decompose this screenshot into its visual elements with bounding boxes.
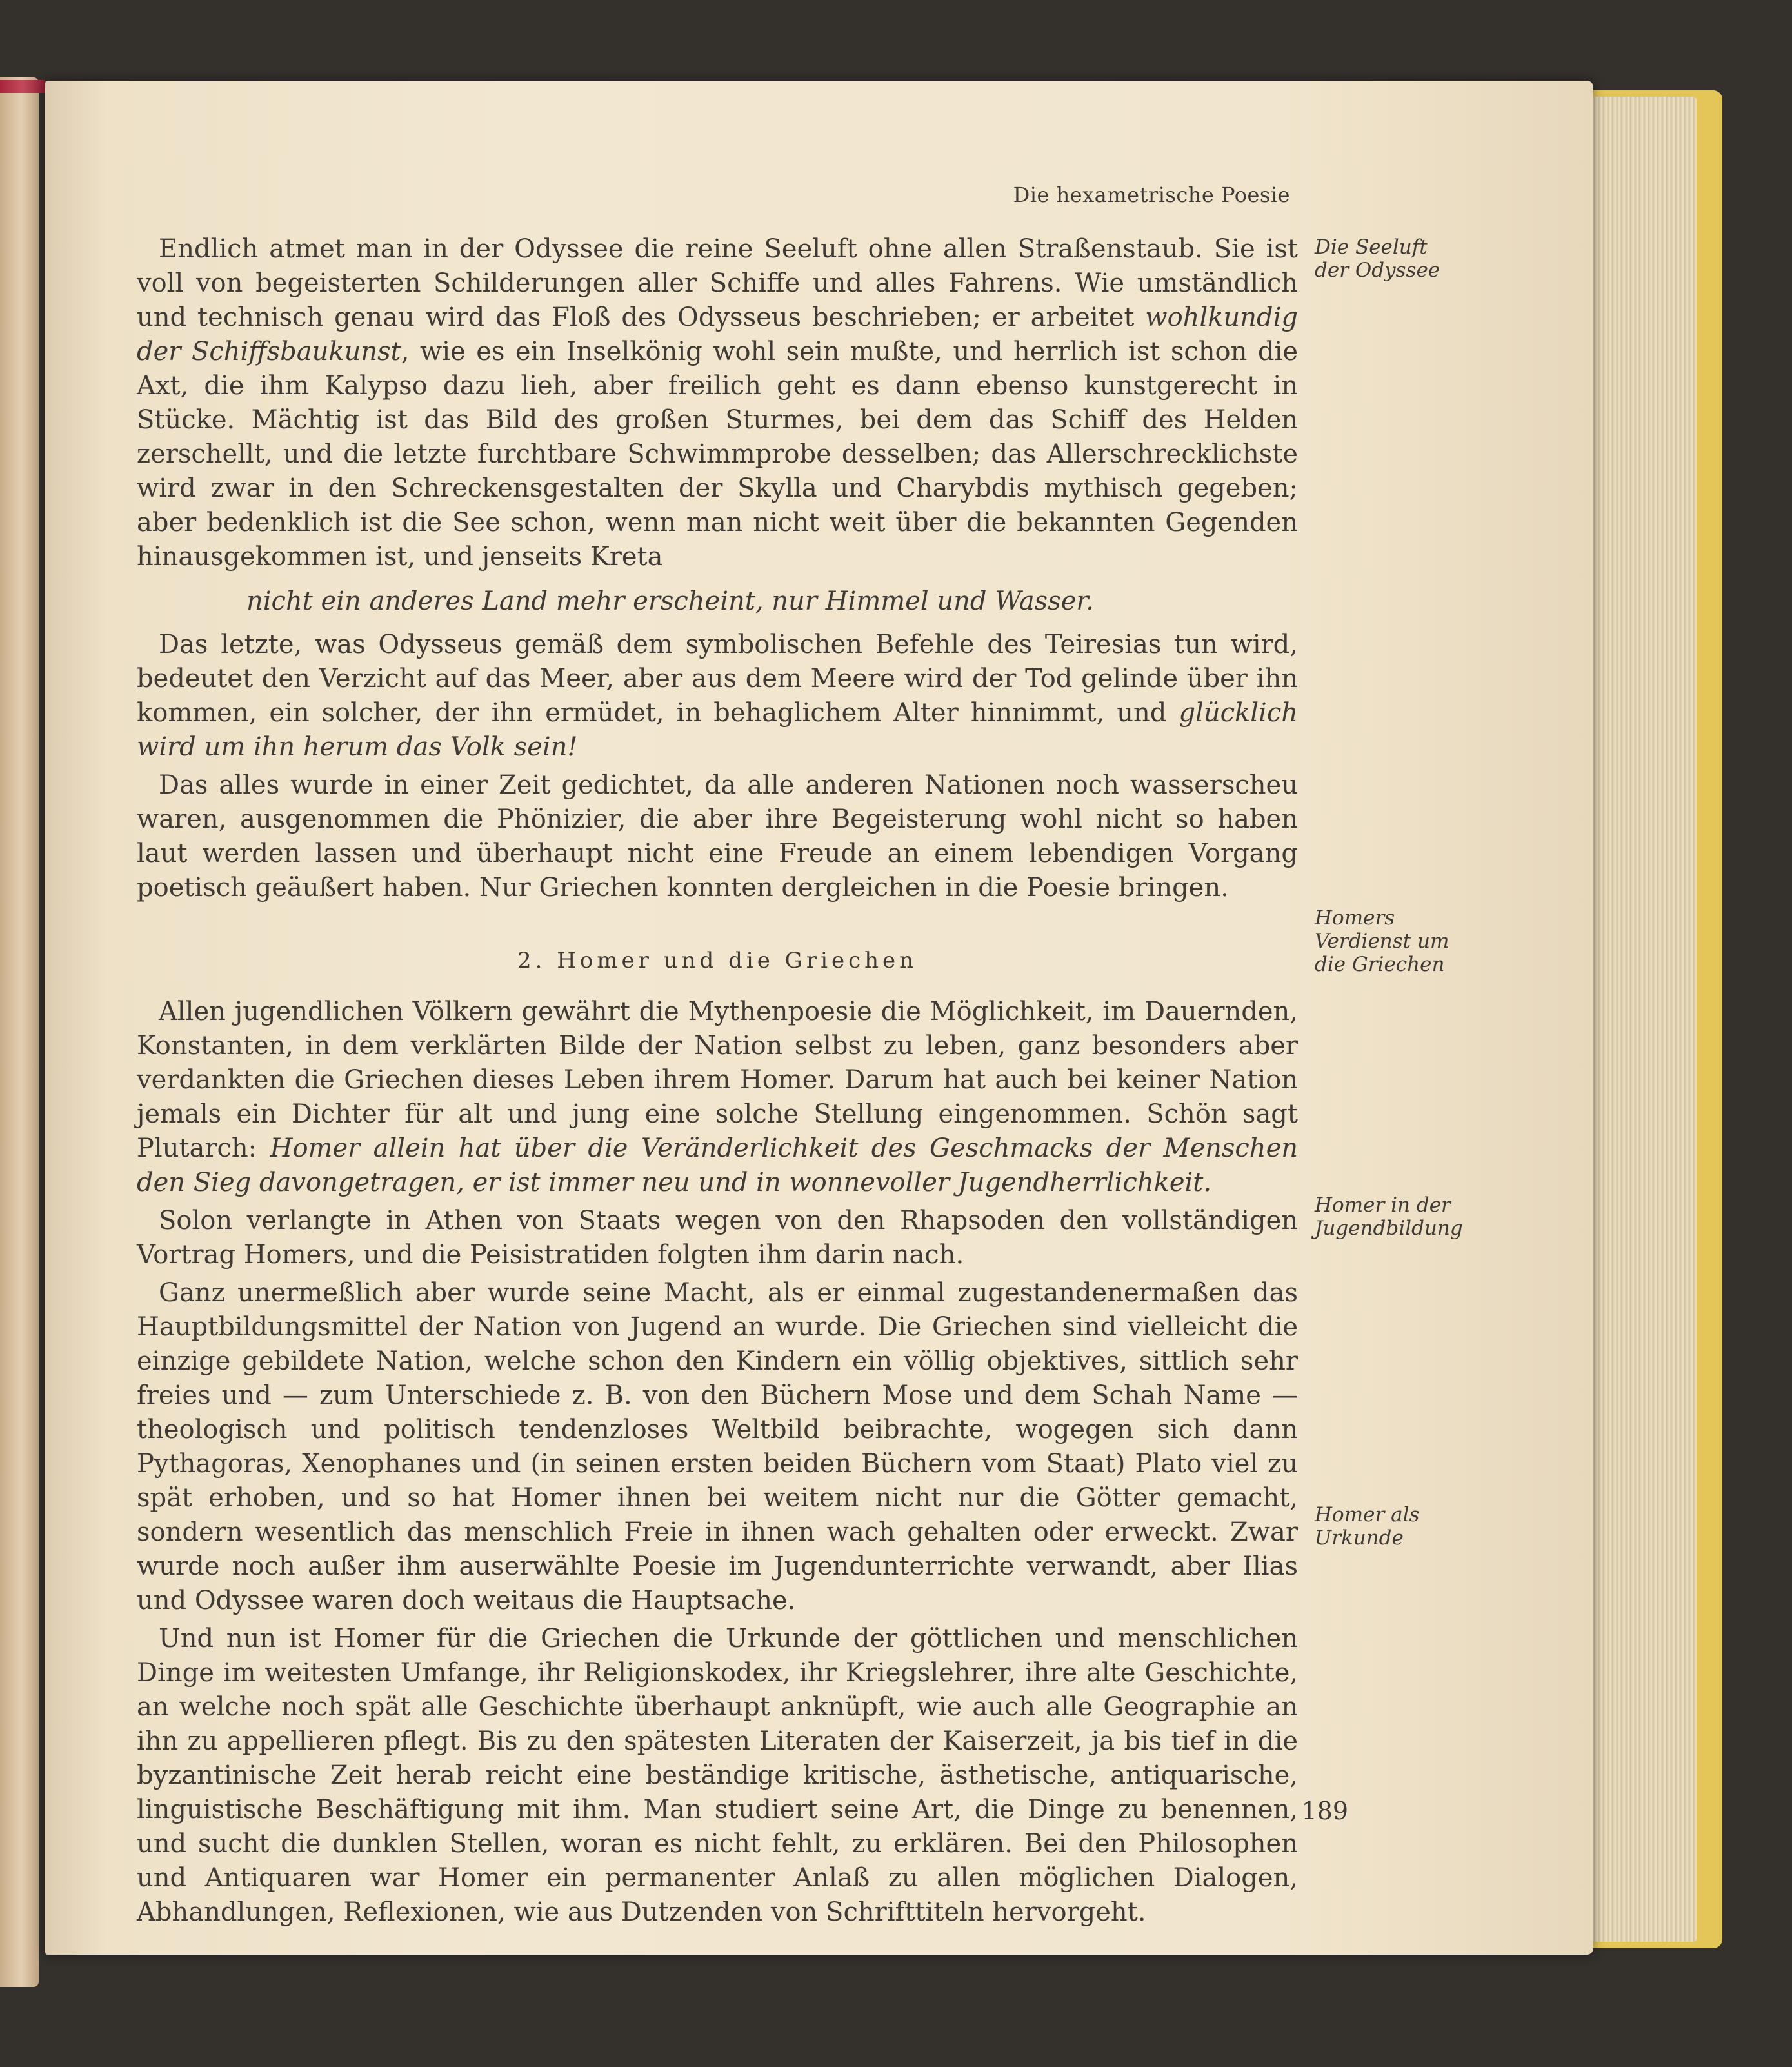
left-page-edge — [0, 77, 39, 1987]
paragraph: Und nun ist Homer für die Griechen die Urkunde der göttlichen und menschlichen Dinge im weitesten Umfange, ihr Religionskodex, ihr Kriegslehrer, ihre alte Geschichte, an welche noch spät alle Geschichte überhaupt anknüpft, wie auch alle Geographie an ihn zu appellieren pflegt. Bis zu den spätesten Literaten der Kaiserzeit, ja bis tief in die byzantinische Zeit herab reicht eine beständige kritische, ästhetische, antiquarische, linguistische Beschäftigung mit ihm. Man studiert seine Art, die Dinge zu benennen, und sucht die dunklen Stellen, woran es nicht fehlt, zu erklären. Bei den Philosophen und Antiquaren war Homer ein permanenter Anlaß zu allen möglichen Dialogen, Abhandlungen, Reflexionen, wie aus Dutzenden von Schrifttiteln hervorgeht. — [137, 1624, 1298, 1927]
text-run: Allen jugendlichen Völkern gewährt die Mythenpoesie die Möglichkeit, im Dauernden, Konstanten, in dem verklärten Bilde der Nation selbst zu leben, ganz besonders aber verdankten die Griechen dieses Leben ihrem Homer. Darum hat auch bei keiner Nation jemals ein Dichter für alt und jung eine solche Stellung eingenommen. Schön sagt Plutarch: — [137, 997, 1298, 1163]
paragraph — [137, 232, 1298, 574]
text-run: Endlich atmet man in der Odyssee die reine Seeluft ohne allen Straßenstaub. Sie ist voll von begeisterten Schilderungen aller Schiffe und alles Fahrens. Wie umständlich und technisch genau wird das Floß des Odysseus beschrieben; er arbeitet — [137, 234, 1298, 332]
italic-text: glücklich wird um ihn herum das Volk sein! — [137, 698, 1298, 762]
margin-note-jugendbildung: Homer in der Jugendbildung — [1315, 1193, 1463, 1240]
page-number: 189 — [1301, 1797, 1348, 1825]
section-heading: 2. Homer und die Griechen — [517, 948, 918, 974]
margin-note-seeluft: Die Seeluft der Odyssee — [1315, 235, 1440, 282]
running-head: Die hexametrische Poesie — [1013, 183, 1290, 207]
paragraph — [137, 628, 1298, 764]
body-text — [137, 232, 1298, 1930]
text-run: Das letzte, was Odysseus gemäß dem symbolischen Befehle des Teiresias tun wird, bedeutet den Verzicht auf das Meer, aber aus dem Meere wird der Tod gelinde über ihn kommen, ein solcher, der ihn ermüdet, in behaglichem Alter hinnimmt, und — [137, 630, 1298, 728]
text-run: , wie es ein Inselkönig wohl sein mußte, und herrlich ist schon die Axt, die ihm Kalypso dazu lieh, aber freilich geht es dann ebenso kunstgerecht in Stücke. Mächtig ist das Bild des großen Sturmes, bei dem das Schiff des Helden zerschellt, und die letzte furchtbare Schwimmprobe desselben; das Allerschrecklichste wird zwar in den Schreckensgestalten der Skylla und Charybdis mythisch gegeben; aber bedenklich ist die See schon, wenn man nicht weit über die bekannten Gegenden hinausgekommen ist, und jenseits Kreta — [137, 337, 1298, 572]
margin-note-urkunde: Homer als Urkunde — [1315, 1503, 1420, 1550]
italic-text: Homer allein hat über die Veränderlichkeit des Geschmacks der Menschen den Sieg davongetragen, er ist immer neu und in wonnevoller Jugendherrlichkeit. — [137, 1133, 1298, 1197]
paragraph: Solon verlangte in Athen von Staats wegen von den Rhapsoden den vollständigen Vortrag Homers, und die Peisistratiden folgten ihm darin nach. — [137, 1206, 1298, 1270]
paragraph: Das alles wurde in einer Zeit gedichtet, da alle anderen Nationen noch wasserscheu waren, ausgenommen die Phönizier, die aber ihre Begeisterung wohl nicht so haben laut werden lassen und überhaupt nicht eine Freude an einem lebendigen Vorgang poetisch geäußert haben. Nur Griechen konnten dergleichen in die Poesie bringen. — [137, 770, 1298, 903]
paragraph: Ganz unermeßlich aber wurde seine Macht, als er einmal zugestandenermaßen das Hauptbildungsmittel der Nation von Jugend an wurde. Die Griechen sind vielleicht die einzige gebildete Nation, welche schon den Kindern ein völlig objektives, sittlich sehr freies und — zum Unterschiede z. B. von den Büchern Mose und dem Schah Name — theologisch und politisch tendenzloses Weltbild beibrachte, wogegen sich dann Pythagoras, Xenophanes und (in seinen ersten beiden Büchern vom Staat) Plato viel zu spät erhoben, und so hat Homer ihnen bei weitem nicht nur die Götter gemacht, sondern wesentlich das menschlich Freie in ihnen wach gehalten oder erweckt. Zwar wurde noch außer ihm auserwählte Poesie im Jugendunterrichte verwandt, aber Ilias und Odyssee waren doch weitaus die Hauptsache. — [137, 1278, 1298, 1615]
bookmark-ribbon — [0, 80, 45, 93]
italic-text: wohlkundig der Schiffsbaukunst — [137, 303, 1298, 366]
paragraph — [137, 995, 1298, 1200]
book-page — [45, 81, 1593, 1955]
margin-note-homers-verdienst: Homers Verdienst um die Griechen — [1315, 906, 1449, 976]
verse-quote: nicht ein anderes Land mehr erscheint, nur Himmel und Wasser. — [246, 586, 1094, 616]
